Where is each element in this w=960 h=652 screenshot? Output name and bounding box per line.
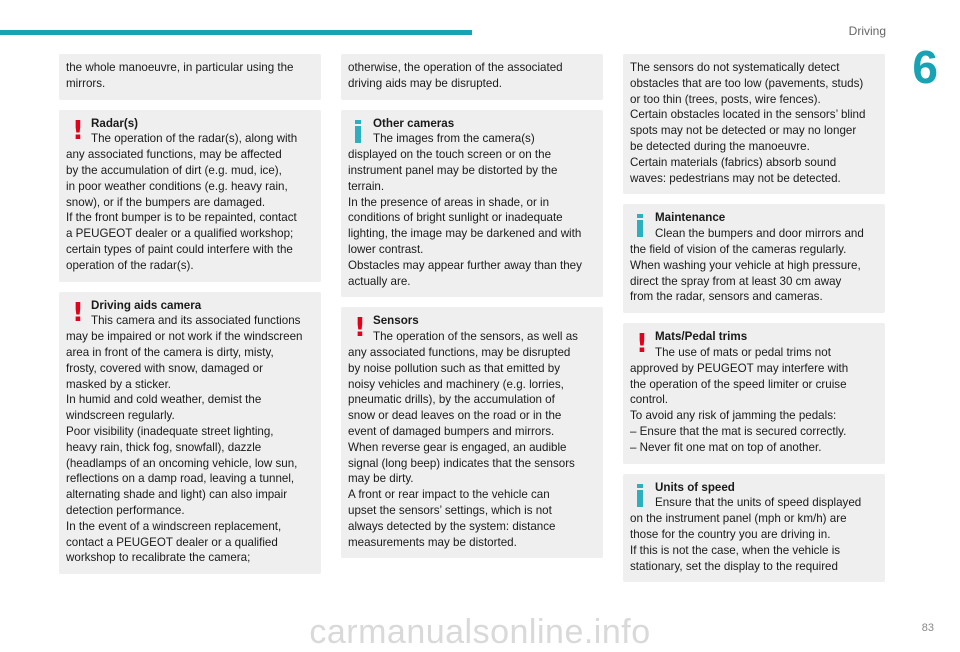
text-line: direct the spray from at least 30 cm away	[630, 274, 842, 288]
text-line: upset the sensors’ settings, which is not	[348, 503, 552, 517]
warning-icon: !	[72, 115, 84, 146]
text-line: – Never fit one mat on top of another.	[630, 440, 822, 454]
text-line: In humid and cold weather, demist the	[66, 393, 262, 407]
text-line: – Ensure that the mat is secured correctly.	[630, 424, 847, 438]
header-accent-bar	[0, 30, 472, 35]
text-line: otherwise, the operation of the associated	[348, 61, 563, 74]
text-line: from the radar, sensors and cameras.	[630, 290, 823, 304]
text-line: approved by PEUGEOT may interfere with	[630, 361, 849, 375]
text-line: Certain obstacles located in the sensors’ blind	[630, 108, 866, 122]
text-line: conditions of bright sunlight or inadequate	[348, 211, 563, 225]
text-line: Certain materials (fabrics) absorb sound	[630, 155, 837, 169]
text-line: displayed on the touch screen or on the	[348, 148, 552, 162]
text-line: heavy rain, thick fog, snowfall), dazzle	[66, 440, 262, 454]
text-line: In the presence of areas in shade, or in	[348, 195, 550, 209]
note-title: Sensors	[373, 314, 419, 328]
info-icon	[636, 483, 644, 507]
text-line: noisy vehicles and machinery (e.g. lorries,	[348, 377, 564, 391]
column-1	[59, 54, 321, 584]
text-line: the field of vision of the cameras regularly.	[630, 242, 847, 256]
note-text-line: The operation of the radar(s), along with	[91, 132, 298, 146]
text-line: any associated functions, may be disrupted	[348, 345, 571, 359]
info-icon	[354, 119, 362, 143]
text-line: If this is not the case, when the vehicle is	[630, 543, 841, 557]
text-line: snow), or if the bumpers are damaged.	[66, 195, 266, 209]
text-line: or too thin (trees, posts, wire fences).	[630, 92, 821, 106]
text-line: driving aids may be disrupted.	[348, 76, 503, 90]
text-line: The sensors do not systematically detect	[630, 61, 840, 74]
text-line: Obstacles may appear further away than they	[348, 258, 582, 272]
text-line: the whole manoeuvre, in particular using the	[66, 61, 294, 74]
text-line: control.	[630, 393, 669, 407]
note-text-line: Ensure that the units of speed displayed	[655, 496, 862, 510]
text-line: alternating shade and light) can also impair	[66, 488, 288, 502]
text-line: masked by a sticker.	[66, 377, 172, 391]
text-line: any associated functions, may be affected	[66, 148, 282, 162]
note-text-line: Clean the bumpers and door mirrors and	[655, 227, 864, 241]
page-number: 83	[921, 622, 934, 634]
text-line: the operation of the speed limiter or cruise	[630, 377, 847, 391]
text-line: waves: pedestrians may not be detected.	[630, 171, 841, 185]
text-line: may be dirty.	[348, 472, 414, 486]
text-line: may be impaired or not work if the windscreen	[66, 330, 303, 344]
info-note	[341, 110, 603, 298]
text-line: In the event of a windscreen replacement,	[66, 519, 282, 533]
text-line: event of damaged bumpers and mirrors.	[348, 424, 555, 438]
watermark: carmanualsonline.info	[309, 613, 651, 651]
text-line: When reverse gear is engaged, an audible	[348, 440, 567, 454]
text-line: by noise pollution such as that emitted by	[348, 361, 561, 375]
text-line: reflections on a damp road, leaving a tunnel,	[66, 472, 295, 486]
info-icon	[636, 213, 644, 237]
text-line: contact a PEUGEOT dealer or a qualified	[66, 535, 278, 549]
text-line: stationary, set the display to the required	[630, 559, 838, 573]
warning-note	[59, 292, 321, 575]
text-line: by the accumulation of dirt (e.g. mud, ice),	[66, 163, 282, 177]
warning-note	[623, 323, 885, 463]
text-line: When washing your vehicle at high pressure,	[630, 258, 861, 272]
text-line: be detected during the manoeuvre.	[630, 139, 810, 153]
text-line: area in front of the camera is dirty, misty,	[66, 345, 274, 359]
text-line: pneumatic drills), by the accumulation of	[348, 393, 555, 407]
info-note	[623, 204, 885, 313]
note-title: Other cameras	[373, 116, 455, 130]
warning-note	[59, 110, 321, 282]
warning-icon: !	[354, 313, 366, 344]
text-line: certain types of paint could interfere with the	[66, 242, 293, 256]
text-line: workshop to recalibrate the camera;	[66, 551, 251, 565]
text-line: A front or rear impact to the vehicle can	[348, 488, 550, 502]
text-line: those for the country you are driving in.	[630, 527, 831, 541]
chapter-number: 6	[912, 41, 938, 93]
note-title: Mats/Pedal trims	[655, 330, 748, 344]
section-title: Driving	[848, 24, 886, 38]
text-line: in poor weather conditions (e.g. heavy rain,	[66, 179, 288, 193]
text-line: lower contrast.	[348, 242, 424, 256]
text-line: mirrors.	[66, 76, 106, 90]
text-block	[59, 54, 321, 100]
text-line: actually are.	[348, 274, 411, 288]
info-note	[623, 474, 885, 583]
note-title: Maintenance	[655, 211, 726, 225]
note-text-line: The use of mats or pedal trims not	[655, 345, 831, 359]
note-title: Radar(s)	[91, 116, 139, 130]
text-line: windscreen regularly.	[66, 409, 175, 423]
text-line: a PEUGEOT dealer or a qualified workshop;	[66, 227, 294, 241]
text-block	[341, 54, 603, 100]
note-text-line: The operation of the sensors, as well as	[373, 330, 578, 344]
text-line: measurements may be distorted.	[348, 535, 517, 549]
note-title: Units of speed	[655, 480, 735, 494]
note-text-line: This camera and its associated functions	[91, 314, 301, 328]
text-line: obstacles that are too low (pavements, studs)	[630, 76, 864, 90]
text-line: frosty, covered with snow, damaged or	[66, 361, 263, 375]
text-line: instrument panel may be distorted by the	[348, 163, 558, 177]
text-line: spots may not be detected or may no longer	[630, 124, 857, 138]
text-line: always detected by the system: distance	[348, 519, 556, 533]
text-line: terrain.	[348, 179, 385, 193]
text-line: (headlamps of an oncoming vehicle, low sun,	[66, 456, 298, 470]
note-title: Driving aids camera	[91, 298, 202, 312]
text-line: detection performance.	[66, 503, 185, 517]
text-line: Poor visibility (inadequate street lighting,	[66, 424, 274, 438]
text-line: snow or dead leaves on the road or in the	[348, 409, 562, 423]
text-line: operation of the radar(s).	[66, 258, 194, 272]
column-3	[623, 54, 885, 592]
warning-note	[341, 307, 603, 558]
text-line: signal (long beep) indicates that the sensors	[348, 456, 575, 470]
text-line: If the front bumper is to be repainted, contact	[66, 211, 297, 225]
warning-icon: !	[636, 329, 648, 360]
text-line: lighting, the image may be darkened and with	[348, 227, 582, 241]
column-2	[341, 54, 603, 568]
text-block	[623, 54, 885, 194]
warning-icon: !	[72, 297, 84, 328]
note-text-line: The images from the camera(s)	[373, 132, 535, 146]
text-line: To avoid any risk of jamming the pedals:	[630, 409, 837, 423]
text-line: on the instrument panel (mph or km/h) are	[630, 512, 847, 526]
